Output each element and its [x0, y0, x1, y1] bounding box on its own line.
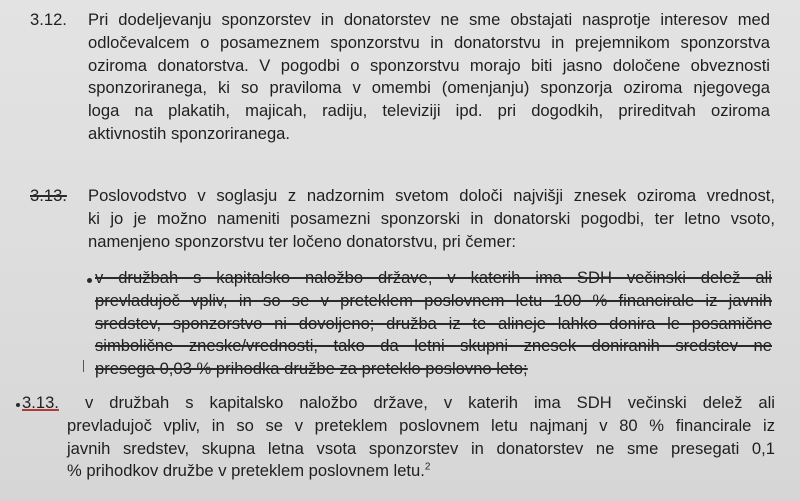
text-line: aktivnostih sponzoriranega. [88, 123, 291, 143]
bullet-dot-icon [16, 403, 20, 407]
bullet-dot-icon [87, 278, 92, 283]
text-line: prevladujoč vpliv, in so se v preteklem poslovnem letu 100 % financirale iz javnih [95, 290, 772, 310]
deleted-bullet-item [95, 267, 777, 385]
text-cursor-icon [83, 360, 84, 372]
clause-number-inserted: 3.13. [22, 393, 59, 412]
clause-number-deleted: 3.13. [30, 186, 67, 205]
text-line: javnih sredstev, skupna letna vsota sponzorstev in donatorstev ne sme presegati 0,1 [67, 438, 775, 458]
text-line: prevladujoč vpliv, in so se v preteklem poslovnem letu najmanj v 80 % financirale iz [67, 415, 775, 435]
text-line: sredstev, sponzorstvo ni dovoljeno; družba iz te alineje lahko donira le posamične [95, 313, 772, 333]
text-line: oziroma donatorstva. V pogodbi o sponzorstvu morajo biti jasno določene obveznosti [88, 55, 770, 75]
text-line: v družbah s kapitalsko naložbo države, v katerih ima SDH večinski delež ali [95, 268, 772, 287]
deleted-bullet-text [95, 267, 772, 381]
clause-3-13-deleted [30, 185, 775, 255]
text-line: presega 0,03 % prihodka družbe za preteklo poslovno leto; [95, 359, 528, 379]
text-line: odločevalcem o posameznem sponzorstvu in donatorstvu in prejemnikom sponzorstva [88, 32, 770, 52]
clause-number: 3.12. [30, 10, 67, 29]
text-line: ki jo je možno nameniti posamezni sponzorski in donatorski pogodbi, ter letno vsoto, [88, 208, 775, 228]
text-line: v družbah s kapitalsko naložbo države, v katerih ima SDH večinski delež ali [85, 393, 775, 412]
text-line: loga na plakatih, majicah, radiju, televiziji ipd. pri dogodkih, prireditvah oziroma [88, 101, 770, 121]
text-line: sponzoriranega, ki so praviloma v omembi (omenjanju) sponzorja oziroma njegovega [88, 78, 770, 98]
clause-3-12 [30, 9, 770, 149]
clause-3-13-inserted [22, 392, 777, 492]
text-line: namenjeno sponzorstvu ter ločeno donatorstvu, pri čemer: [88, 231, 516, 251]
text-line: % prihodkov družbe v preteklem poslovnem letu. [67, 461, 425, 481]
text-line: Poslovodstvo v soglasju z nadzornim svetom določi najvišji znesek oziroma vrednost, [88, 186, 775, 205]
text-line: simbolične zneske/vrednosti, tako da letni skupni znesek doniranih sredstev ne [95, 336, 772, 356]
clause-text [85, 392, 775, 415]
text-line-last [67, 460, 775, 483]
clause-text [88, 9, 770, 146]
footnote-marker[interactable]: 2 [424, 461, 431, 473]
clause-text-continued [67, 415, 775, 483]
clause-text [88, 185, 775, 253]
text-line: Pri dodeljevanju sponzorstev in donatorstev ne sme obstajati nasprotje interesov med [88, 10, 770, 29]
